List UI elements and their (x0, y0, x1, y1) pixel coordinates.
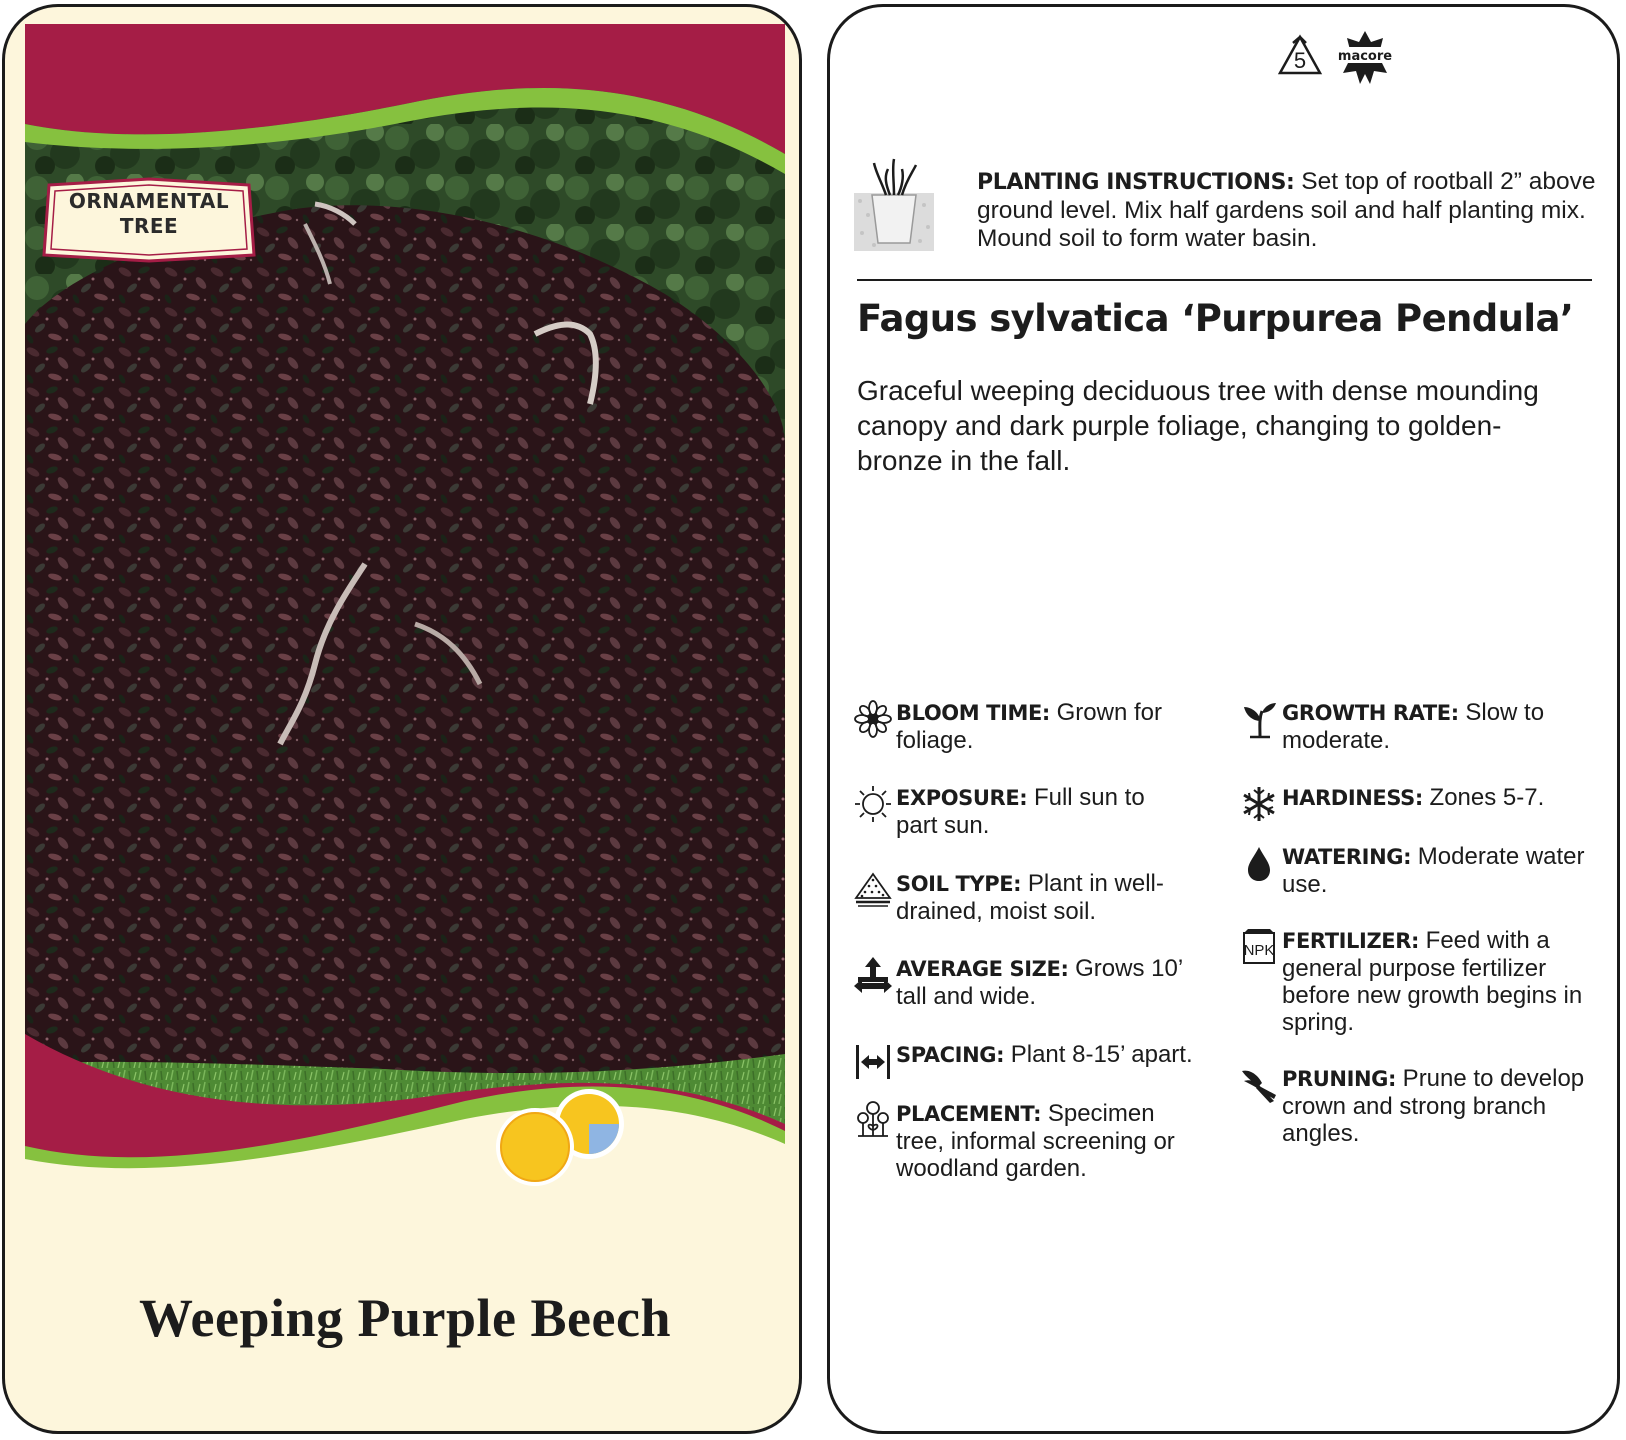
soil-type-label: SOIL TYPE: (896, 872, 1022, 896)
attr-average-size (854, 955, 1194, 1015)
common-name: Weeping Purple Beech (139, 1288, 671, 1348)
growth-rate-label: GROWTH RATE: (1282, 701, 1459, 725)
planting-label: PLANTING INSTRUCTIONS: (977, 170, 1295, 195)
fertilizer-label: FERTILIZER: (1282, 929, 1419, 953)
average-size-label: AVERAGE SIZE: (896, 957, 1069, 981)
snowflake-icon (1240, 784, 1278, 824)
sun-icon (854, 784, 892, 824)
watering-label: WATERING: (1282, 845, 1412, 869)
attr-soil-type (854, 870, 1194, 930)
hardiness-value: Zones 5-7. (1422, 784, 1545, 811)
plant-tag-front (2, 4, 802, 1434)
attr-bloom-time (854, 699, 1194, 759)
divider (857, 279, 1592, 281)
ornamental-tree-badge (39, 177, 259, 263)
average-size-value: Grows 10’ tall and wide. (896, 955, 1183, 1010)
planting-body: Set top of rootball 2” above ground level. Mix half gardens soil and half planting mix. Mound soil to form water basin. (977, 168, 1596, 252)
attr-spacing (854, 1041, 1214, 1081)
recycle-number: 5 (1293, 48, 1307, 73)
hardiness-label: HARDINESS: (1282, 786, 1423, 810)
pruners-icon (1240, 1065, 1278, 1105)
spacing-value: Plant 8-15’ apart. (1004, 1041, 1193, 1068)
size-arrows-icon (854, 955, 892, 995)
attr-placement (854, 1100, 1194, 1190)
attr-hardiness (1240, 784, 1595, 824)
brand-text: macore (1337, 49, 1393, 64)
placement-value: Specimen tree, informal screening or woodland garden. (896, 1100, 1175, 1182)
badge-line-1: ORNAMENTAL (68, 189, 230, 213)
water-drop-icon (1240, 843, 1278, 883)
exposure-value: Full sun to part sun. (896, 784, 1145, 839)
scientific-name: Fagus sylvatica ‘Purpurea Pendula’ (857, 297, 1574, 340)
pruning-label: PRUNING: (1282, 1067, 1397, 1091)
description: Graceful weeping deciduous tree with dense mounding canopy and dark purple foliage, changing to golden-bronze in the fall. (857, 375, 1539, 476)
attr-watering (1240, 843, 1595, 903)
spacing-label: SPACING: (896, 1043, 1005, 1067)
planting-instructions (854, 155, 1594, 265)
planting-instructions-text (977, 168, 1597, 253)
bloom-time-value: Grown for foliage. (896, 699, 1162, 754)
npk-bag-icon (1240, 927, 1278, 967)
sprout-icon (1240, 699, 1278, 739)
logos (1276, 29, 1406, 93)
flower-icon (854, 699, 892, 739)
attr-growth-rate (1240, 699, 1595, 759)
plants-group-icon (854, 1100, 892, 1140)
placement-label: PLACEMENT: (896, 1102, 1042, 1126)
attr-exposure (854, 784, 1194, 844)
exposure-label: EXPOSURE: (896, 786, 1028, 810)
bloom-time-label: BLOOM TIME: (896, 701, 1050, 725)
potted-plant-icon (854, 155, 934, 253)
spacing-arrows-icon (854, 1041, 892, 1081)
full-sun-icon (496, 1108, 574, 1186)
growth-rate-value: Slow to moderate. (1282, 699, 1545, 754)
attr-pruning (1240, 1065, 1595, 1155)
attr-fertilizer (1240, 927, 1595, 1042)
npk-text: NPK (1243, 942, 1275, 959)
soil-pile-icon (854, 870, 892, 910)
soil-type-value: Plant in well-drained, moist soil. (896, 870, 1164, 925)
sun-exposure-icons (493, 1087, 643, 1187)
plant-tag-back (827, 4, 1620, 1434)
fertilizer-value: Feed with a general purpose fertilizer before new growth begins in spring. (1282, 927, 1583, 1036)
badge-line-2: TREE (119, 214, 179, 238)
pruning-value: Prune to develop crown and strong branch angles. (1282, 1065, 1585, 1147)
watering-value: Moderate water use. (1282, 843, 1585, 898)
